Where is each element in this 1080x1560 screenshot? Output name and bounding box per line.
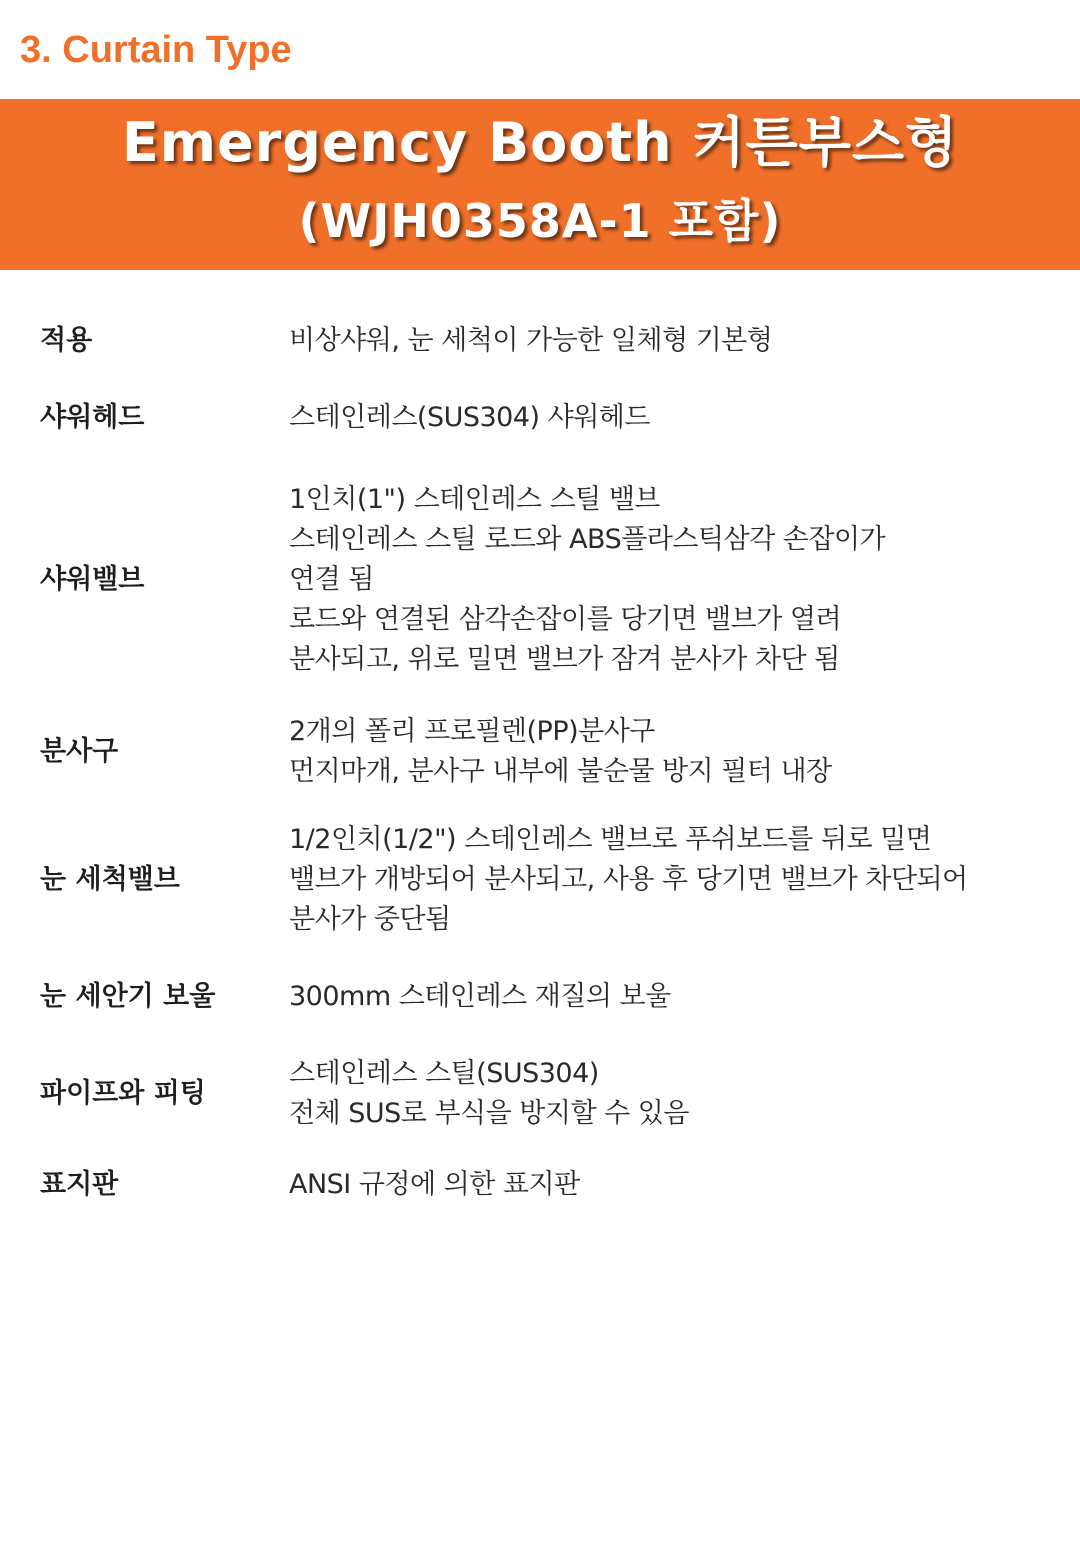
spec-label: 눈 세안기 보울	[40, 981, 216, 1012]
spec-value: 300mm 스테인레스 재질의 보울	[289, 981, 671, 1012]
spec-row-spray-head	[0, 700, 1080, 804]
section-heading: 3. Curtain Type	[20, 29, 292, 71]
spec-table	[0, 306, 1080, 1220]
spec-value: 1/2인치(1/2") 스테인레스 밸브로 푸쉬보드를 뒤로 밀면 밸브가 개방되어 분사되고, 사용 후 당기면 밸브가 차단되어 분사가 중단됨	[289, 824, 968, 935]
spec-row-shower-valve	[0, 460, 1080, 700]
spec-row-application	[0, 306, 1080, 376]
spec-row-eyewash-bowl	[0, 956, 1080, 1038]
spec-value: 스테인레스(SUS304) 샤워헤드	[289, 402, 650, 433]
spec-row-signage	[0, 1150, 1080, 1220]
spec-label: 파이프와 피팅	[40, 1078, 206, 1109]
product-banner	[0, 99, 1080, 270]
banner-title: Emergency Booth 커튼부스형	[121, 111, 959, 174]
spec-value: ANSI 규정에 의한 표지판	[289, 1169, 580, 1200]
spec-value: 스테인레스 스틸(SUS304) 전체 SUS로 부식을 방지할 수 있음	[289, 1058, 689, 1129]
spec-value: 1인치(1") 스테인레스 스틸 밸브 스테인레스 스틸 로드와 ABS플라스틱삼각 손잡이가 연결 됨 로드와 연결된 삼각손잡이를 당기면 밸브가 열려 분사되고, 위로 밀면 밸브가 잠겨 분사가 차단 됨	[289, 484, 886, 675]
spec-label: 적용	[40, 325, 93, 356]
spec-row-pipes-fittings	[0, 1038, 1080, 1150]
spec-label: 샤워밸브	[40, 564, 145, 595]
spec-value: 비상샤워, 눈 세척이 가능한 일체형 기본형	[289, 325, 773, 356]
spec-label: 눈 세척밸브	[40, 864, 180, 895]
banner-model-subtitle: (WJH0358A-1 포함)	[298, 194, 782, 248]
spec-value: 2개의 폴리 프로필렌(PP)분사구 먼지마개, 분사구 내부에 불순물 방지 필터 내장	[289, 716, 832, 787]
spec-row-shower-head	[0, 376, 1080, 460]
spec-label: 분사구	[40, 736, 119, 767]
spec-label: 표지판	[40, 1169, 119, 1200]
spec-label: 샤워헤드	[40, 402, 145, 433]
spec-row-eyewash-valve	[0, 804, 1080, 956]
